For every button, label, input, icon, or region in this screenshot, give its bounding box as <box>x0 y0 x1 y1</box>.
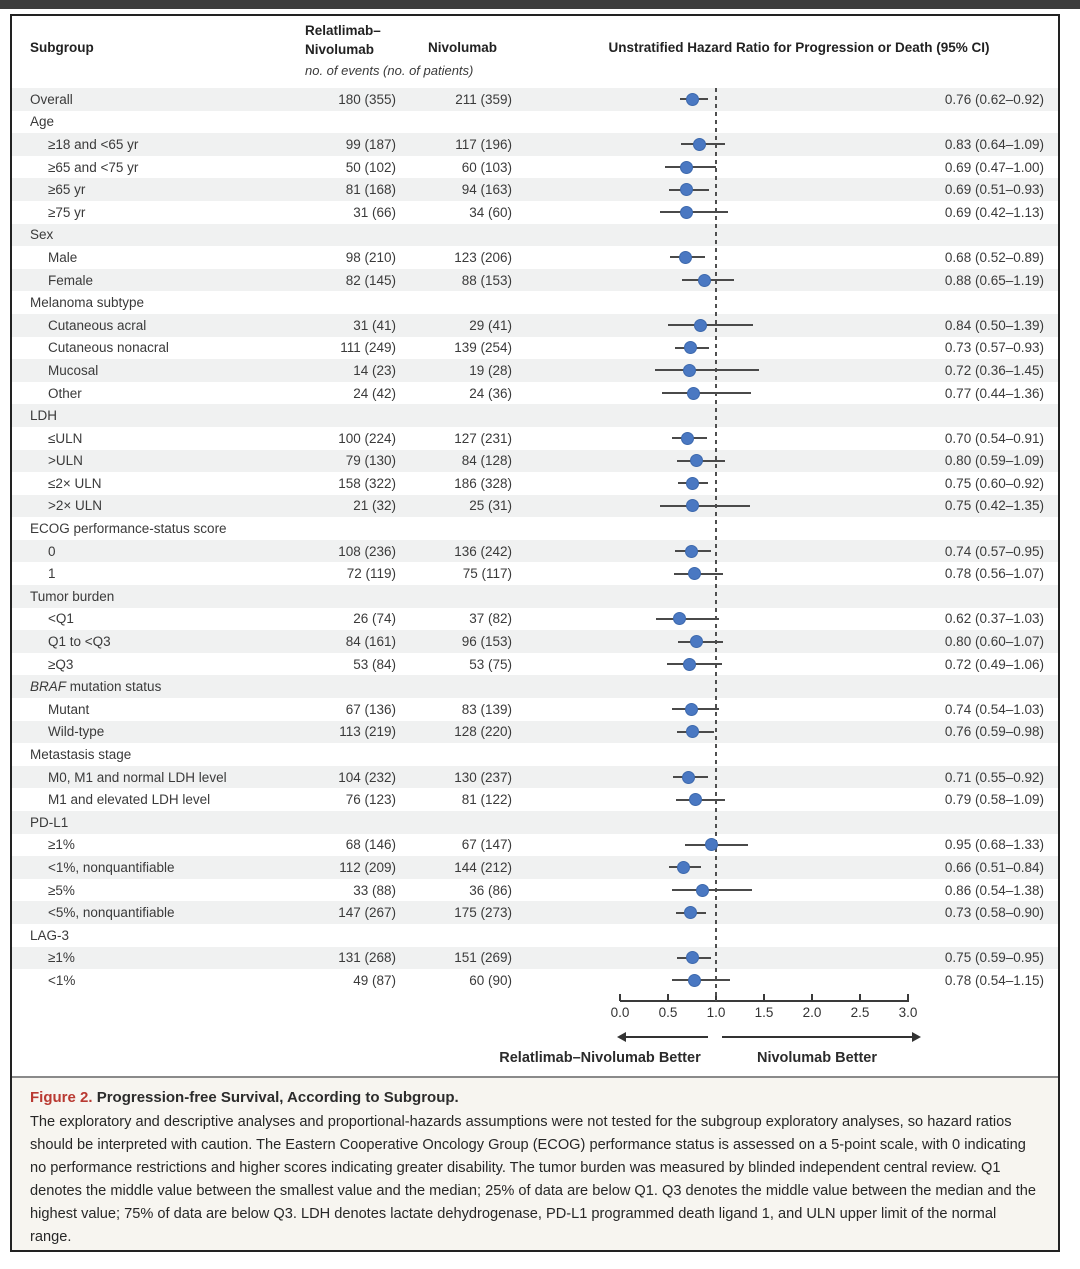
subgroup-label: ≥1% <box>48 950 75 966</box>
hazard-ratio-value: 0.78 (0.56–1.07) <box>944 566 1044 582</box>
section-header-row <box>12 224 1058 247</box>
hazard-ratio-marker <box>688 974 701 987</box>
ci-plot-cell <box>512 269 932 292</box>
events-nivolumab: 29 (41) <box>469 317 512 333</box>
events-relatlimab-nivolumab: 31 (41) <box>353 317 396 333</box>
ci-plot-cell <box>512 653 932 676</box>
events-nivolumab: 175 (273) <box>454 905 512 921</box>
hazard-ratio-marker <box>686 951 699 964</box>
table-row <box>12 698 1058 721</box>
left-direction-label: Relatlimab–Nivolumab Better <box>499 1049 701 1066</box>
events-nivolumab: 60 (90) <box>469 972 512 988</box>
ci-plot-cell <box>512 337 932 360</box>
hazard-ratio-value: 0.73 (0.57–0.93) <box>944 340 1044 356</box>
table-row <box>12 608 1058 631</box>
subgroup-label: <5%, nonquantifiable <box>48 905 175 921</box>
hazard-ratio-marker <box>683 364 696 377</box>
nivolumab-column-header: Nivolumab <box>428 40 498 55</box>
subgroup-label: <1% <box>48 972 76 988</box>
axis-tick-label: 1.0 <box>706 1004 726 1020</box>
axis-tick-label: 2.0 <box>802 1004 822 1020</box>
section-header-row <box>12 675 1058 698</box>
subgroup-label: >2× ULN <box>48 498 103 514</box>
confidence-interval-line <box>668 324 753 326</box>
events-relatlimab-nivolumab: 49 (87) <box>353 972 396 988</box>
subgroup-label: Other <box>48 385 82 401</box>
ci-plot-cell <box>512 201 932 224</box>
subgroup-label: Overall <box>30 91 73 107</box>
table-row <box>12 133 1058 156</box>
events-relatlimab-nivolumab: 113 (219) <box>339 724 396 740</box>
forest-rows <box>12 88 1058 992</box>
section-header-row <box>12 291 1058 314</box>
confidence-interval-line <box>672 889 753 891</box>
events-nivolumab: 123 (206) <box>454 249 512 265</box>
events-nivolumab: 84 (128) <box>461 453 512 469</box>
ci-plot-cell <box>512 224 932 247</box>
subgroup-label: ≤ULN <box>48 430 83 446</box>
hazard-ratio-value: 0.84 (0.50–1.39) <box>944 317 1044 333</box>
ci-plot-cell <box>512 924 932 947</box>
hazard-ratio-value: 0.78 (0.54–1.15) <box>944 972 1044 988</box>
table-row <box>12 856 1058 879</box>
hazard-ratio-marker <box>689 793 702 806</box>
subgroup-label: ≥18 and <65 yr <box>48 136 139 152</box>
events-nivolumab: 128 (220) <box>454 724 512 740</box>
hazard-ratio-value: 0.66 (0.51–0.84) <box>944 859 1044 875</box>
hazard-ratio-marker <box>685 545 698 558</box>
hazard-ratio-value: 0.86 (0.54–1.38) <box>944 882 1044 898</box>
hazard-ratio-value: 0.76 (0.59–0.98) <box>944 724 1044 740</box>
events-nivolumab: 37 (82) <box>469 611 512 627</box>
ci-plot-cell <box>512 585 932 608</box>
relatlimab-nivolumab-column-header: Relatlimab– Nivolumab <box>305 23 381 57</box>
hazard-ratio-marker <box>686 499 699 512</box>
hazard-ratio-value: 0.74 (0.54–1.03) <box>944 701 1044 717</box>
hazard-ratio-marker <box>688 567 701 580</box>
subgroup-label: 0 <box>48 543 56 559</box>
ci-plot-cell <box>512 314 932 337</box>
table-row <box>12 969 1058 992</box>
axis-tick-label: 0.0 <box>610 1004 630 1020</box>
subgroup-label: Mutant <box>48 701 90 717</box>
events-nivolumab: 60 (103) <box>461 159 512 175</box>
hazard-ratio-value: 0.88 (0.65–1.19) <box>944 272 1044 288</box>
ci-plot-cell <box>512 427 932 450</box>
ci-plot-cell <box>512 743 932 766</box>
table-row <box>12 495 1058 518</box>
forest-plot-figure <box>12 16 1058 1076</box>
hazard-ratio-marker <box>687 387 700 400</box>
hazard-ratio-value: 0.72 (0.36–1.45) <box>944 362 1044 378</box>
axis-tick <box>859 994 861 1001</box>
events-nivolumab: 127 (231) <box>454 430 512 446</box>
hazard-ratio-value: 0.83 (0.64–1.09) <box>944 136 1044 152</box>
ci-plot-cell <box>512 811 932 834</box>
table-row <box>12 540 1058 563</box>
subgroup-label: M0, M1 and normal LDH level <box>48 769 227 785</box>
ci-plot-cell <box>512 698 932 721</box>
hazard-ratio-value: 0.75 (0.42–1.35) <box>944 498 1044 514</box>
ci-plot-cell <box>512 788 932 811</box>
axis-tick-label: 1.5 <box>754 1004 774 1020</box>
subgroup-label: <1%, nonquantifiable <box>48 859 175 875</box>
confidence-interval-line <box>660 211 728 213</box>
table-row <box>12 834 1058 857</box>
ci-plot-cell <box>512 133 932 156</box>
events-nivolumab: 88 (153) <box>461 272 512 288</box>
table-row <box>12 178 1058 201</box>
ci-plot-cell <box>512 178 932 201</box>
hazard-ratio-marker <box>684 906 697 919</box>
events-relatlimab-nivolumab: 68 (146) <box>345 837 396 853</box>
subgroup-label: LDH <box>30 408 58 424</box>
events-relatlimab-nivolumab: 50 (102) <box>345 159 396 175</box>
table-row <box>12 472 1058 495</box>
hazard-ratio-marker <box>696 884 709 897</box>
section-header-row <box>12 404 1058 427</box>
table-row <box>12 359 1058 382</box>
table-row <box>12 721 1058 744</box>
subgroup-label: Age <box>30 114 55 130</box>
events-relatlimab-nivolumab: 76 (123) <box>345 792 396 808</box>
events-nivolumab: 139 (254) <box>454 340 512 356</box>
events-nivolumab: 34 (60) <box>469 204 512 220</box>
hazard-ratio-value: 0.75 (0.59–0.95) <box>944 950 1044 966</box>
hazard-ratio-value: 0.70 (0.54–0.91) <box>944 430 1044 446</box>
hazard-ratio-value: 0.80 (0.59–1.09) <box>944 453 1044 469</box>
events-nivolumab: 83 (139) <box>461 701 512 717</box>
events-relatlimab-nivolumab: 131 (268) <box>338 950 396 966</box>
ci-plot-cell <box>512 856 932 879</box>
figure-frame <box>10 14 1060 1252</box>
subgroup-label: <Q1 <box>48 611 74 627</box>
events-nivolumab: 81 (122) <box>461 792 512 808</box>
events-nivolumab: 25 (31) <box>469 498 512 514</box>
hazard-ratio-marker <box>686 477 699 490</box>
ci-plot-cell <box>512 156 932 179</box>
events-relatlimab-nivolumab: 79 (130) <box>345 453 396 469</box>
hazard-ratio-marker <box>694 319 707 332</box>
events-nivolumab: 117 (196) <box>455 136 512 152</box>
events-nivolumab: 75 (117) <box>462 566 512 582</box>
hazard-ratio-marker <box>690 635 703 648</box>
section-header-row <box>12 585 1058 608</box>
subgroup-label: Mucosal <box>48 362 99 378</box>
ci-plot-cell <box>512 246 932 269</box>
ci-plot-cell <box>512 879 932 902</box>
table-row <box>12 88 1058 111</box>
hazard-ratio-marker <box>693 138 706 151</box>
ci-plot-cell <box>512 608 932 631</box>
subgroup-label: Sex <box>30 227 54 243</box>
ci-plot-cell <box>512 630 932 653</box>
ci-plot-cell <box>512 675 932 698</box>
ci-plot-cell <box>512 382 932 405</box>
hazard-ratio-marker <box>679 251 692 264</box>
top-bar <box>0 0 1080 9</box>
events-relatlimab-nivolumab: 81 (168) <box>345 182 396 198</box>
ci-plot-cell <box>512 947 932 970</box>
ci-plot-cell <box>512 359 932 382</box>
table-row <box>12 766 1058 789</box>
table-row <box>12 630 1058 653</box>
hazard-ratio-value: 0.76 (0.62–0.92) <box>944 91 1044 107</box>
ci-plot-cell <box>512 111 932 134</box>
hazard-ratio-value: 0.69 (0.42–1.13) <box>944 204 1044 220</box>
subgroup-label: Cutaneous acral <box>48 317 147 333</box>
subgroup-label: ≥75 yr <box>48 204 86 220</box>
table-row <box>12 246 1058 269</box>
table-row <box>12 337 1058 360</box>
events-relatlimab-nivolumab: 72 (119) <box>346 566 396 582</box>
direction-arrows <box>12 1028 1058 1046</box>
events-nivolumab: 67 (147) <box>461 837 512 853</box>
events-nivolumab: 94 (163) <box>461 182 512 198</box>
hazard-ratio-marker <box>684 341 697 354</box>
ci-plot-cell <box>512 472 932 495</box>
subgroup-label: 1 <box>48 566 56 582</box>
events-relatlimab-nivolumab: 108 (236) <box>338 543 396 559</box>
confidence-interval-line <box>662 392 750 394</box>
hazard-ratio-marker <box>681 432 694 445</box>
section-header-row <box>12 924 1058 947</box>
table-row <box>12 901 1058 924</box>
subgroup-label: >ULN <box>48 453 83 469</box>
subgroup-label: Q1 to <Q3 <box>48 634 111 650</box>
ci-plot-cell <box>512 495 932 518</box>
caption-title: Progression-free Survival, According to Subgroup. <box>96 1089 459 1106</box>
hazard-ratio-value: 0.72 (0.49–1.06) <box>944 656 1044 672</box>
right-direction-label: Nivolumab Better <box>756 1049 878 1066</box>
events-relatlimab-nivolumab: 180 (355) <box>338 91 396 107</box>
table-row <box>12 562 1058 585</box>
ci-plot-cell <box>512 721 932 744</box>
events-relatlimab-nivolumab: 100 (224) <box>338 430 396 446</box>
subgroup-label: ≥65 and <75 yr <box>48 159 139 175</box>
ci-plot-cell <box>512 766 932 789</box>
events-relatlimab-nivolumab: 99 (187) <box>345 136 396 152</box>
hazard-ratio-value: 0.69 (0.51–0.93) <box>944 182 1044 198</box>
events-relatlimab-nivolumab: 84 (161) <box>345 634 396 650</box>
subgroup-label: Wild-type <box>48 724 105 740</box>
axis-tick-label: 3.0 <box>898 1004 918 1020</box>
events-nivolumab: 136 (242) <box>454 543 512 559</box>
hazard-ratio-value: 0.71 (0.55–0.92) <box>944 769 1044 785</box>
table-row <box>12 382 1058 405</box>
events-relatlimab-nivolumab: 158 (322) <box>338 475 396 491</box>
hazard-ratio-marker <box>690 454 703 467</box>
table-row <box>12 788 1058 811</box>
events-relatlimab-nivolumab: 82 (145) <box>345 272 396 288</box>
hazard-ratio-value: 0.95 (0.68–1.33) <box>944 837 1044 853</box>
table-row <box>12 427 1058 450</box>
hazard-ratio-marker <box>680 161 693 174</box>
hazard-ratio-value: 0.69 (0.47–1.00) <box>944 159 1044 175</box>
ci-plot-cell <box>512 517 932 540</box>
subgroup-label: ≥65 yr <box>48 182 86 198</box>
axis-tick <box>619 994 621 1001</box>
events-nivolumab: 96 (153) <box>461 634 512 650</box>
events-nivolumab: 19 (28) <box>469 362 512 378</box>
confidence-interval-line <box>672 979 731 981</box>
caption-title-line <box>30 1089 1040 1106</box>
axis-tick <box>811 994 813 1001</box>
hazard-ratio-marker <box>698 274 711 287</box>
axis-tick-label: 0.5 <box>658 1004 678 1020</box>
ci-plot-cell <box>512 450 932 473</box>
hazard-ratio-marker <box>677 861 690 874</box>
hazard-ratio-value: 0.79 (0.58–1.09) <box>944 792 1044 808</box>
caption-body: The exploratory and descriptive analyses and proportional-hazards assumptions were not tested for the subgroup exploratory analyses, so hazard ratios should be interpreted with caution. The Eastern Cooperative Oncology Group (ECOG) performance status is assessed on a 5-point scale, with 0 indicating no performance restrictions and higher scores indicating greater disability. The tumor burden was measured by blinded independent central review. Q1 denotes the middle value between the smallest value and the median; 25% of data are below Q1. Q3 denotes the middle value between the median and the highest value; 75% of data are below Q3. LDH denotes lactate dehydrogenase, PD-L1 programmed death ligand 1, and ULN upper limit of the normal range. <box>30 1114 1037 1245</box>
ci-plot-cell <box>512 540 932 563</box>
direction-labels <box>12 1046 1058 1076</box>
subgroup-label: Melanoma subtype <box>30 295 145 311</box>
table-row <box>12 653 1058 676</box>
hazard-ratio-value: 0.74 (0.57–0.95) <box>944 543 1044 559</box>
subgroup-label: ≥1% <box>48 837 75 853</box>
events-relatlimab-nivolumab: 147 (267) <box>338 905 396 921</box>
table-row <box>12 450 1058 473</box>
ci-plot-cell <box>512 88 932 111</box>
hazard-ratio-marker <box>686 725 699 738</box>
table-header <box>12 16 1058 88</box>
events-nivolumab: 24 (36) <box>469 385 512 401</box>
hazard-ratio-value: 0.80 (0.60–1.07) <box>944 634 1044 650</box>
hazard-ratio-value: 0.62 (0.37–1.03) <box>944 611 1044 627</box>
events-nivolumab: 144 (212) <box>454 859 512 875</box>
left-arrow-icon <box>626 1036 708 1038</box>
events-relatlimab-nivolumab: 33 (88) <box>353 882 396 898</box>
confidence-interval-line <box>655 369 760 371</box>
hazard-ratio-marker <box>685 703 698 716</box>
subgroup-label: ECOG performance-status score <box>30 521 227 537</box>
subgroup-label: ≥5% <box>48 882 75 898</box>
table-row <box>12 314 1058 337</box>
events-nivolumab: 186 (328) <box>454 475 512 491</box>
figure-label: Figure 2. <box>30 1089 93 1106</box>
subgroup-label: Tumor burden <box>30 588 115 604</box>
table-row <box>12 947 1058 970</box>
section-header-row <box>12 743 1058 766</box>
table-row <box>12 879 1058 902</box>
events-relatlimab-nivolumab: 67 (136) <box>345 701 396 717</box>
events-relatlimab-nivolumab: 26 (74) <box>353 611 396 627</box>
subgroup-label: Cutaneous nonacral <box>48 340 169 356</box>
table-row <box>12 269 1058 292</box>
events-relatlimab-nivolumab: 104 (232) <box>338 769 396 785</box>
subgroup-label: Female <box>48 272 94 288</box>
hazard-ratio-value: 0.75 (0.60–0.92) <box>944 475 1044 491</box>
table-row <box>12 201 1058 224</box>
events-relatlimab-nivolumab: 98 (210) <box>345 249 396 265</box>
figure-caption <box>12 1076 1058 1250</box>
confidence-interval-line <box>660 505 749 507</box>
subgroup-label: LAG-3 <box>30 927 70 943</box>
ci-plot-cell <box>512 291 932 314</box>
subgroup-label: ≥Q3 <box>48 656 74 672</box>
events-relatlimab-nivolumab: 21 (32) <box>353 498 396 514</box>
table-row <box>12 156 1058 179</box>
hazard-ratio-marker <box>680 183 693 196</box>
subgroup-label: Metastasis stage <box>30 747 132 763</box>
confidence-interval-line <box>656 618 719 620</box>
hazard-ratio-value: 0.73 (0.58–0.90) <box>944 905 1044 921</box>
ci-plot-cell <box>512 901 932 924</box>
events-relatlimab-nivolumab: 14 (23) <box>353 362 396 378</box>
events-nivolumab: 36 (86) <box>469 882 512 898</box>
subgroup-label: Male <box>48 249 78 265</box>
events-nivolumab: 130 (237) <box>454 769 512 785</box>
hazard-ratio-value: 0.68 (0.52–0.89) <box>944 249 1044 265</box>
hazard-ratio-marker <box>683 658 696 671</box>
section-header-row <box>12 517 1058 540</box>
events-relatlimab-nivolumab: 111 (249) <box>340 340 396 356</box>
subgroup-label: M1 and elevated LDH level <box>48 792 211 808</box>
hazard-ratio-marker <box>686 93 699 106</box>
events-relatlimab-nivolumab: 53 (84) <box>353 656 396 672</box>
ci-plot-cell <box>512 404 932 427</box>
axis-tick <box>907 994 909 1001</box>
hazard-ratio-marker <box>682 771 695 784</box>
events-note: no. of events (no. of patients) <box>305 63 474 78</box>
axis-tick <box>667 994 669 1001</box>
section-header-row <box>12 111 1058 134</box>
events-relatlimab-nivolumab: 112 (209) <box>339 859 396 875</box>
x-axis <box>12 992 1058 1028</box>
hazard-ratio-marker <box>680 206 693 219</box>
events-nivolumab: 151 (269) <box>454 950 512 966</box>
section-header-row <box>12 811 1058 834</box>
ci-plot-cell <box>512 562 932 585</box>
events-relatlimab-nivolumab: 24 (42) <box>353 385 396 401</box>
subgroup-column-header: Subgroup <box>30 40 94 55</box>
events-nivolumab: 53 (75) <box>469 656 512 672</box>
hazard-ratio-column-header: Unstratified Hazard Ratio for Progression or Death (95% CI) <box>608 40 990 55</box>
hazard-ratio-marker <box>673 612 686 625</box>
subgroup-label: ≤2× ULN <box>48 475 102 491</box>
subgroup-label: PD-L1 <box>30 814 69 830</box>
subgroup-label: BRAF mutation status <box>30 679 162 695</box>
axis-tick-label: 2.5 <box>850 1004 870 1020</box>
events-relatlimab-nivolumab: 31 (66) <box>353 204 396 220</box>
hazard-ratio-value: 0.77 (0.44–1.36) <box>944 385 1044 401</box>
hazard-ratio-marker <box>705 838 718 851</box>
axis-tick <box>763 994 765 1001</box>
ci-plot-cell <box>512 969 932 992</box>
events-nivolumab: 211 (359) <box>455 91 512 107</box>
ci-plot-cell <box>512 834 932 857</box>
right-arrow-icon <box>722 1036 912 1038</box>
